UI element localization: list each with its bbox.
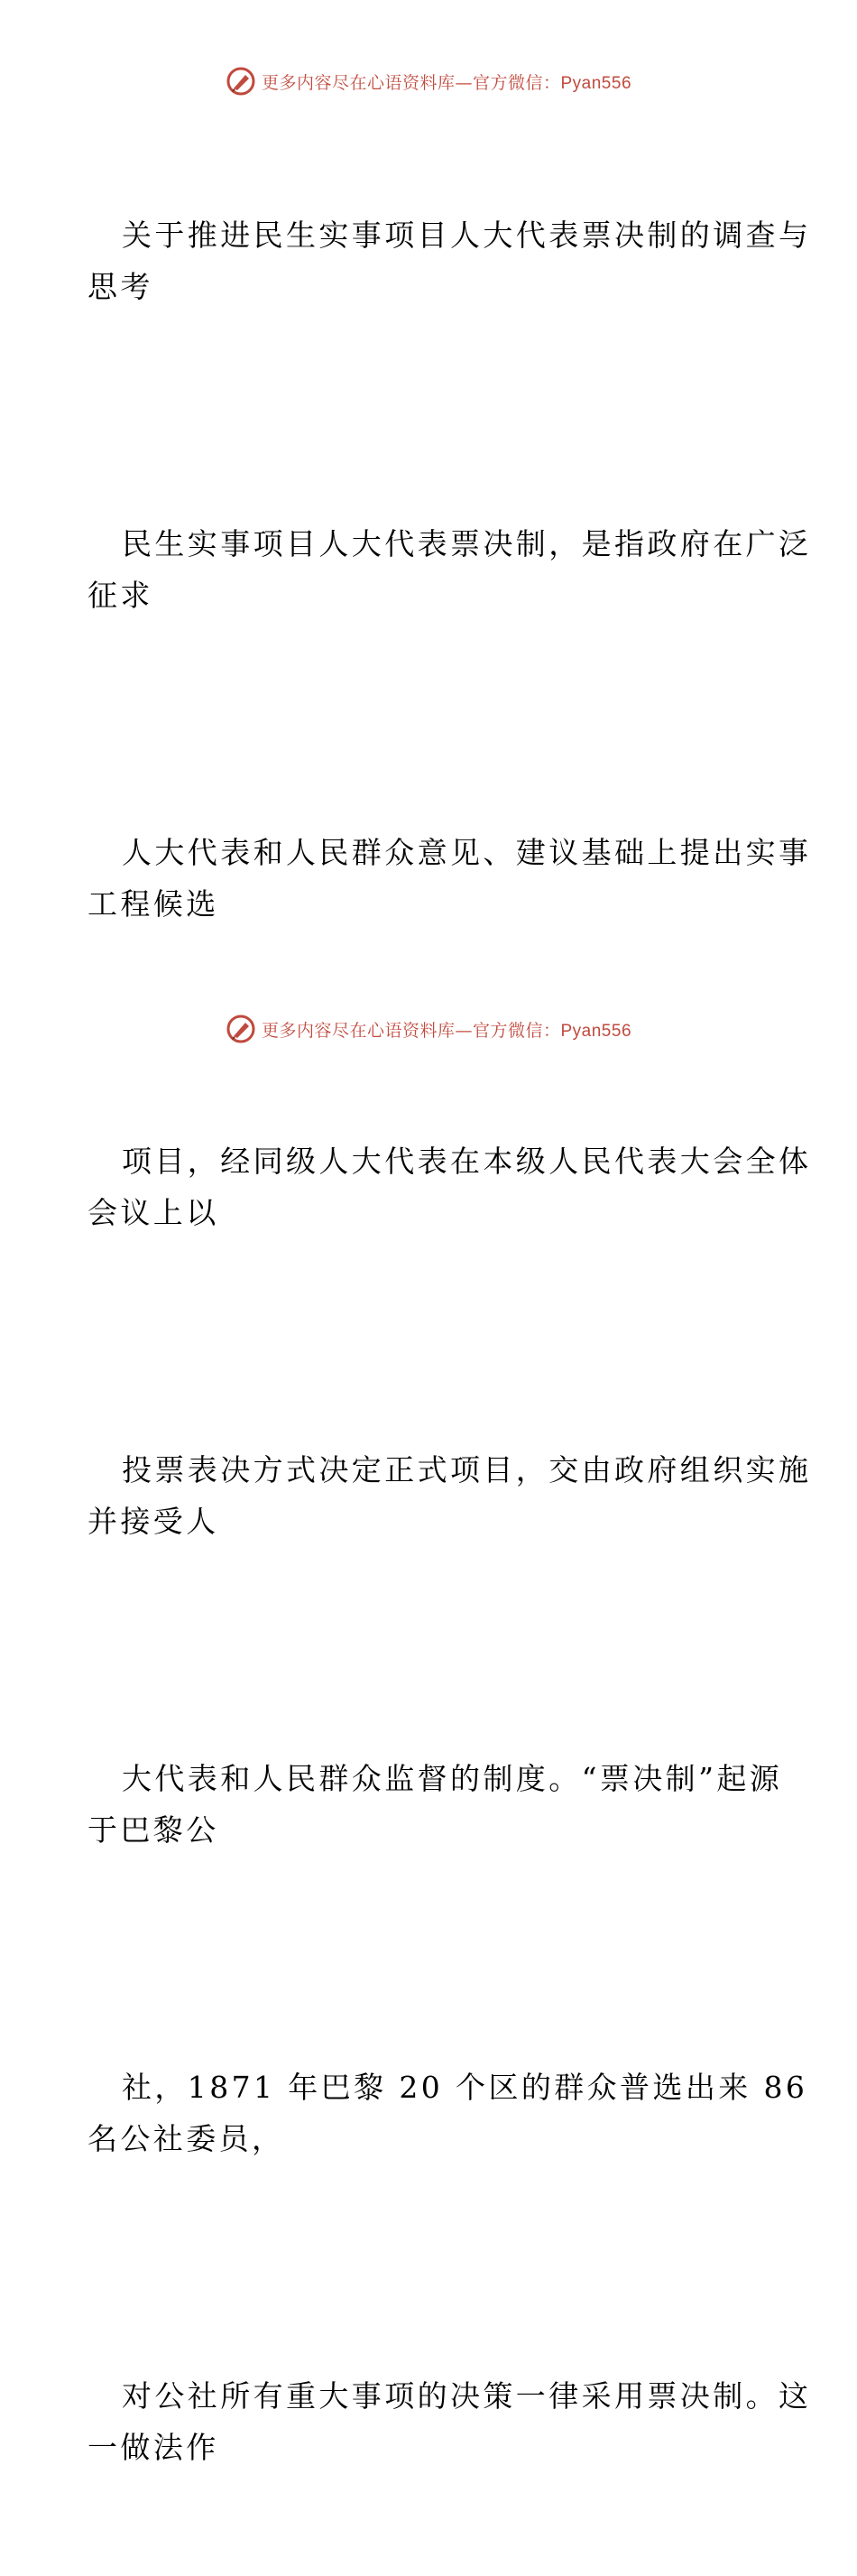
header-watermark [0, 63, 857, 99]
paragraph-line: 于巴黎公 [88, 1812, 219, 1848]
paragraph-line: 人大代表和人民群众意见、建议基础上提出实事 [122, 835, 812, 870]
watermark-id: Pyan556 [560, 1021, 632, 1041]
paragraph-line: 并接受人 [88, 1504, 219, 1539]
watermark-id: Pyan556 [560, 73, 632, 93]
watermark-text [262, 1017, 631, 1042]
paragraph-line: 工程候选 [88, 886, 219, 922]
watermark-separator: — [455, 72, 473, 93]
paragraph-line: 社，1871 年巴黎 20 个区的群众普选出来 86 [122, 2070, 808, 2105]
paragraph-line: 项目，经同级人大代表在本级人民代表大会全体 [122, 1144, 812, 1179]
document-body [88, 107, 812, 2576]
paragraph-line: 关于推进民生实事项目人大代表票决制的调查与 [122, 218, 812, 253]
paragraph [88, 107, 812, 415]
paragraph [88, 1341, 812, 1650]
watermark-site-name: 更多内容尽在心语资料库 [261, 1020, 456, 1041]
pen-logo-icon [226, 66, 256, 97]
paragraph-line: 思考 [88, 269, 153, 304]
paragraph [88, 415, 812, 724]
paragraph [88, 724, 812, 1033]
paragraph-line: 民生实事项目人大代表票决制，是指政府在广泛 [122, 526, 812, 561]
pen-logo-icon [226, 1014, 256, 1044]
paragraph-line: 大代表和人民群众监督的制度。“票决制”起源 [122, 1761, 783, 1796]
paragraph-line: 名公社委员， [88, 2121, 285, 2156]
paragraph-line: 对公社所有重大事项的决策一律采用票决制。这 [122, 2378, 812, 2414]
watermark-separator: — [455, 1020, 473, 1041]
watermark-text [262, 69, 631, 94]
paragraph-line: 投票表决方式决定正式项目，交由政府组织实施 [122, 1452, 812, 1487]
paragraph-line: 一做法作 [88, 2430, 219, 2465]
paragraph-line: 征求 [88, 578, 153, 613]
watermark-label: 官方微信： [472, 1020, 561, 1041]
paragraph [88, 1959, 808, 2267]
paragraph [88, 1650, 783, 1959]
watermark-site-name: 更多内容尽在心语资料库 [261, 72, 456, 93]
footer-watermark [0, 1011, 857, 1047]
paragraph [88, 1033, 812, 1341]
paragraph-line: 会议上以 [88, 1195, 219, 1230]
paragraph [88, 2267, 812, 2576]
watermark-label: 官方微信： [472, 72, 561, 93]
